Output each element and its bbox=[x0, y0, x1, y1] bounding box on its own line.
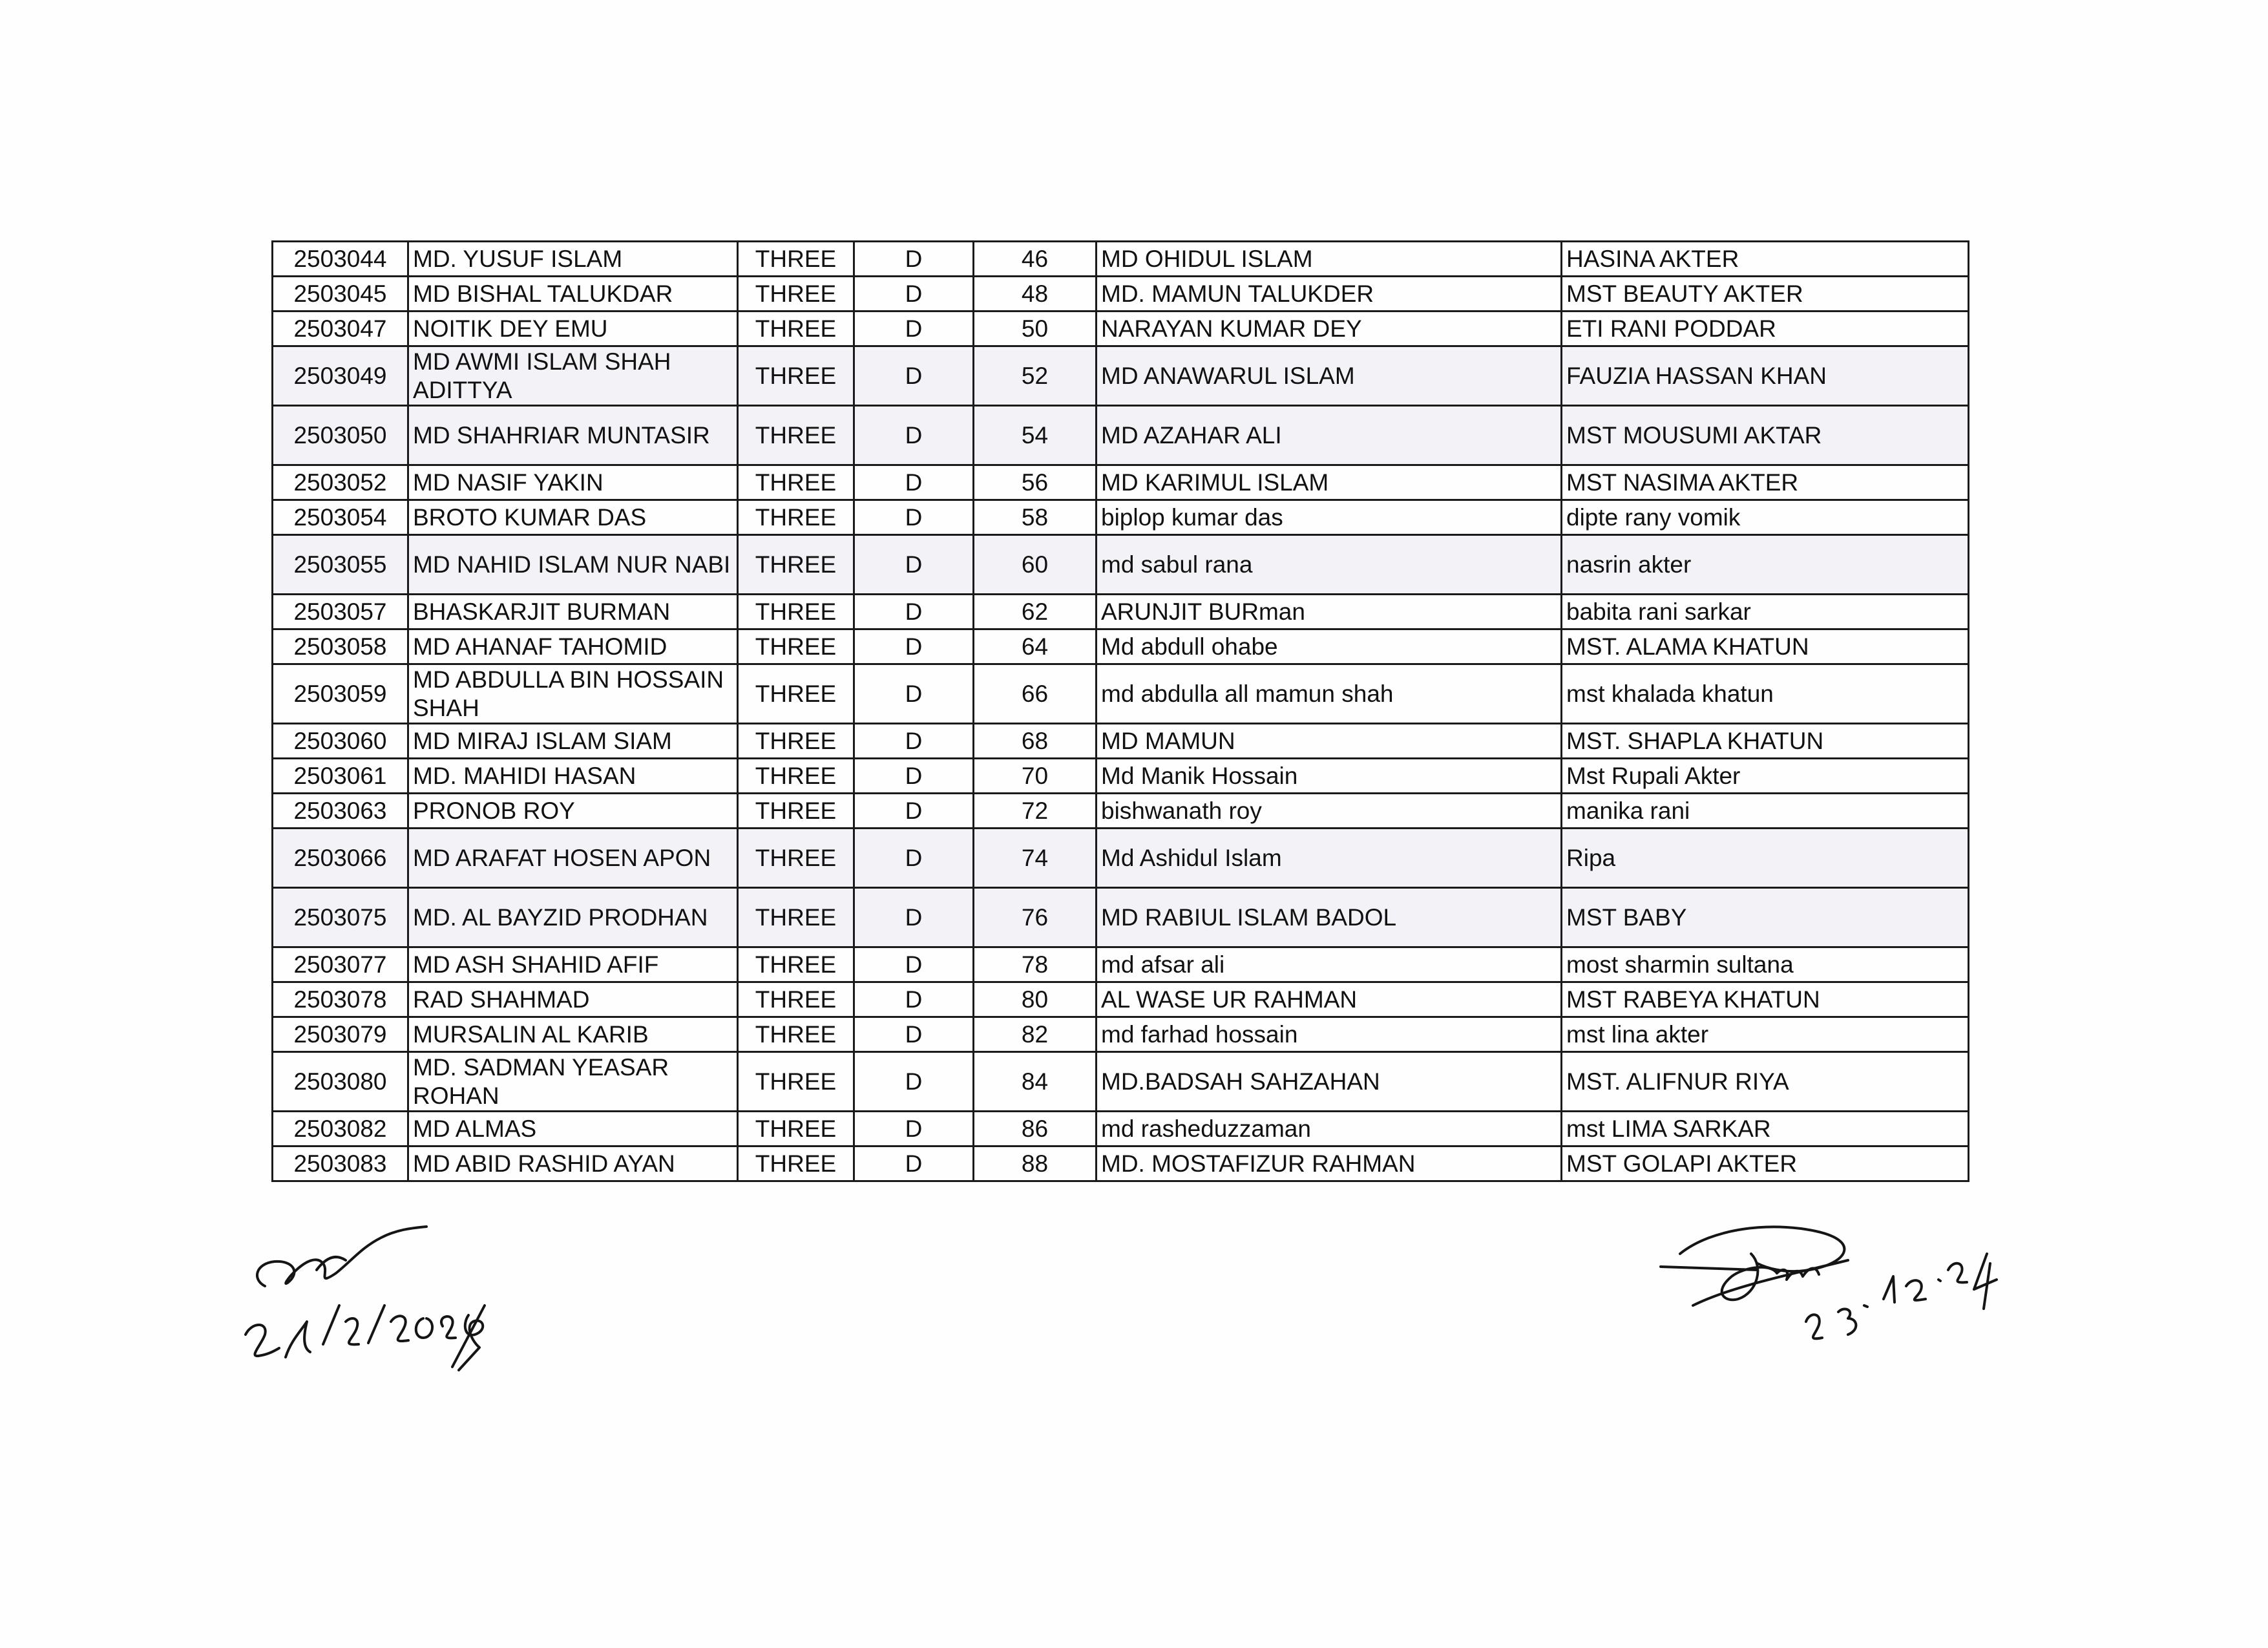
mother-name-cell: mst lina akter bbox=[1562, 1017, 1969, 1052]
roll-cell: 46 bbox=[974, 242, 1097, 277]
student-name-cell: MD ARAFAT HOSEN APON bbox=[408, 829, 738, 888]
student-id-cell: 2503080 bbox=[273, 1052, 408, 1112]
student-name-cell: NOITIK DEY EMU bbox=[408, 312, 738, 346]
class-cell: THREE bbox=[738, 759, 854, 794]
mother-name-cell: most sharmin sultana bbox=[1562, 947, 1969, 982]
section-cell: D bbox=[854, 242, 974, 277]
class-cell: THREE bbox=[738, 312, 854, 346]
table-row bbox=[273, 465, 1969, 500]
mother-name-cell: MST. ALAMA KHATUN bbox=[1562, 629, 1969, 664]
father-name-cell: ARUNJIT BURman bbox=[1097, 595, 1562, 629]
roll-cell: 86 bbox=[974, 1112, 1097, 1146]
class-cell: THREE bbox=[738, 947, 854, 982]
student-name-cell: BROTO KUMAR DAS bbox=[408, 500, 738, 535]
father-name-cell: Md Ashidul Islam bbox=[1097, 829, 1562, 888]
roll-cell: 48 bbox=[974, 277, 1097, 312]
father-name-cell: MD.BADSAH SAHZAHAN bbox=[1097, 1052, 1562, 1112]
student-name-cell: MD NASIF YAKIN bbox=[408, 465, 738, 500]
section-cell: D bbox=[854, 759, 974, 794]
section-cell: D bbox=[854, 888, 974, 947]
class-cell: THREE bbox=[738, 500, 854, 535]
father-name-cell: Md abdull ohabe bbox=[1097, 629, 1562, 664]
section-cell: D bbox=[854, 346, 974, 406]
roll-cell: 50 bbox=[974, 312, 1097, 346]
table-row bbox=[273, 500, 1969, 535]
mother-name-cell: mst khalada khatun bbox=[1562, 664, 1969, 724]
table-row bbox=[273, 664, 1969, 724]
father-name-cell: MD RABIUL ISLAM BADOL bbox=[1097, 888, 1562, 947]
student-id-cell: 2503058 bbox=[273, 629, 408, 664]
father-name-cell: MD ANAWARUL ISLAM bbox=[1097, 346, 1562, 406]
class-cell: THREE bbox=[738, 406, 854, 465]
student-name-cell: MD SHAHRIAR MUNTASIR bbox=[408, 406, 738, 465]
section-cell: D bbox=[854, 535, 974, 595]
student-name-cell: MD MIRAJ ISLAM SIAM bbox=[408, 724, 738, 759]
section-cell: D bbox=[854, 1052, 974, 1112]
student-id-cell: 2503057 bbox=[273, 595, 408, 629]
roll-cell: 62 bbox=[974, 595, 1097, 629]
student-name-cell: MD ALMAS bbox=[408, 1112, 738, 1146]
class-cell: THREE bbox=[738, 888, 854, 947]
table-row bbox=[273, 277, 1969, 312]
father-name-cell: MD. MAMUN TALUKDER bbox=[1097, 277, 1562, 312]
class-cell: THREE bbox=[738, 595, 854, 629]
student-name-cell: MD ABDULLA BIN HOSSAIN SHAH bbox=[408, 664, 738, 724]
student-id-cell: 2503063 bbox=[273, 794, 408, 829]
student-name-cell: RAD SHAHMAD bbox=[408, 982, 738, 1017]
section-cell: D bbox=[854, 312, 974, 346]
student-name-cell: PRONOB ROY bbox=[408, 794, 738, 829]
class-cell: THREE bbox=[738, 724, 854, 759]
father-name-cell: md farhad hossain bbox=[1097, 1017, 1562, 1052]
mother-name-cell: MST MOUSUMI AKTAR bbox=[1562, 406, 1969, 465]
father-name-cell: Md Manik Hossain bbox=[1097, 759, 1562, 794]
roll-cell: 76 bbox=[974, 888, 1097, 947]
student-id-cell: 2503059 bbox=[273, 664, 408, 724]
student-name-cell: MD ASH SHAHID AFIF bbox=[408, 947, 738, 982]
section-cell: D bbox=[854, 794, 974, 829]
student-id-cell: 2503075 bbox=[273, 888, 408, 947]
father-name-cell: AL WASE UR RAHMAN bbox=[1097, 982, 1562, 1017]
mother-name-cell: MST NASIMA AKTER bbox=[1562, 465, 1969, 500]
class-cell: THREE bbox=[738, 982, 854, 1017]
father-name-cell: MD. MOSTAFIZUR RAHMAN bbox=[1097, 1146, 1562, 1181]
section-cell: D bbox=[854, 1112, 974, 1146]
table-row bbox=[273, 595, 1969, 629]
student-id-cell: 2503050 bbox=[273, 406, 408, 465]
student-name-cell: MD. SADMAN YEASAR ROHAN bbox=[408, 1052, 738, 1112]
class-cell: THREE bbox=[738, 794, 854, 829]
mother-name-cell: mst LIMA SARKAR bbox=[1562, 1112, 1969, 1146]
student-id-cell: 2503077 bbox=[273, 947, 408, 982]
student-name-cell: MD AHANAF TAHOMID bbox=[408, 629, 738, 664]
class-cell: THREE bbox=[738, 1112, 854, 1146]
roll-cell: 60 bbox=[974, 535, 1097, 595]
student-id-cell: 2503060 bbox=[273, 724, 408, 759]
section-cell: D bbox=[854, 629, 974, 664]
father-name-cell: md afsar ali bbox=[1097, 947, 1562, 982]
mother-name-cell: MST GOLAPI AKTER bbox=[1562, 1146, 1969, 1181]
student-name-cell: MD. AL BAYZID PRODHAN bbox=[408, 888, 738, 947]
left-signature bbox=[239, 1202, 549, 1383]
section-cell: D bbox=[854, 982, 974, 1017]
class-cell: THREE bbox=[738, 829, 854, 888]
roll-cell: 56 bbox=[974, 465, 1097, 500]
father-name-cell: MD AZAHAR ALI bbox=[1097, 406, 1562, 465]
student-id-cell: 2503049 bbox=[273, 346, 408, 406]
class-cell: THREE bbox=[738, 346, 854, 406]
mother-name-cell: HASINA AKTER bbox=[1562, 242, 1969, 277]
class-cell: THREE bbox=[738, 1146, 854, 1181]
section-cell: D bbox=[854, 1017, 974, 1052]
mother-name-cell: babita rani sarkar bbox=[1562, 595, 1969, 629]
father-name-cell: md rasheduzzaman bbox=[1097, 1112, 1562, 1146]
right-signature bbox=[1654, 1215, 2016, 1370]
student-name-cell: MURSALIN AL KARIB bbox=[408, 1017, 738, 1052]
class-cell: THREE bbox=[738, 242, 854, 277]
student-id-cell: 2503078 bbox=[273, 982, 408, 1017]
roll-cell: 54 bbox=[974, 406, 1097, 465]
roll-cell: 78 bbox=[974, 947, 1097, 982]
section-cell: D bbox=[854, 1146, 974, 1181]
student-id-cell: 2503044 bbox=[273, 242, 408, 277]
mother-name-cell: manika rani bbox=[1562, 794, 1969, 829]
father-name-cell: bishwanath roy bbox=[1097, 794, 1562, 829]
class-cell: THREE bbox=[738, 277, 854, 312]
section-cell: D bbox=[854, 724, 974, 759]
mother-name-cell: MST. ALIFNUR RIYA bbox=[1562, 1052, 1969, 1112]
table-row bbox=[273, 1017, 1969, 1052]
roll-cell: 68 bbox=[974, 724, 1097, 759]
class-cell: THREE bbox=[738, 1052, 854, 1112]
table-row bbox=[273, 1052, 1969, 1112]
roll-cell: 66 bbox=[974, 664, 1097, 724]
father-name-cell: NARAYAN KUMAR DEY bbox=[1097, 312, 1562, 346]
table-row bbox=[273, 829, 1969, 888]
roll-cell: 58 bbox=[974, 500, 1097, 535]
class-cell: THREE bbox=[738, 465, 854, 500]
table-row bbox=[273, 242, 1969, 277]
student-table bbox=[271, 240, 1969, 1182]
student-id-cell: 2503082 bbox=[273, 1112, 408, 1146]
class-cell: THREE bbox=[738, 629, 854, 664]
class-cell: THREE bbox=[738, 535, 854, 595]
table-row bbox=[273, 312, 1969, 346]
student-id-cell: 2503052 bbox=[273, 465, 408, 500]
table-row bbox=[273, 406, 1969, 465]
section-cell: D bbox=[854, 406, 974, 465]
table-row bbox=[273, 629, 1969, 664]
table-row bbox=[273, 982, 1969, 1017]
student-id-cell: 2503083 bbox=[273, 1146, 408, 1181]
roll-cell: 82 bbox=[974, 1017, 1097, 1052]
table-row bbox=[273, 947, 1969, 982]
section-cell: D bbox=[854, 829, 974, 888]
table-row bbox=[273, 535, 1969, 595]
mother-name-cell: Ripa bbox=[1562, 829, 1969, 888]
table-row bbox=[273, 1146, 1969, 1181]
student-id-cell: 2503055 bbox=[273, 535, 408, 595]
student-name-cell: MD BISHAL TALUKDAR bbox=[408, 277, 738, 312]
table-row bbox=[273, 724, 1969, 759]
mother-name-cell: MST BEAUTY AKTER bbox=[1562, 277, 1969, 312]
roll-cell: 88 bbox=[974, 1146, 1097, 1181]
student-id-cell: 2503061 bbox=[273, 759, 408, 794]
table-row bbox=[273, 1112, 1969, 1146]
student-id-cell: 2503066 bbox=[273, 829, 408, 888]
student-id-cell: 2503047 bbox=[273, 312, 408, 346]
student-name-cell: MD AWMI ISLAM SHAH ADITTYA bbox=[408, 346, 738, 406]
table-row bbox=[273, 346, 1969, 406]
student-name-cell: MD ABID RASHID AYAN bbox=[408, 1146, 738, 1181]
section-cell: D bbox=[854, 595, 974, 629]
mother-name-cell: Mst Rupali Akter bbox=[1562, 759, 1969, 794]
roll-cell: 70 bbox=[974, 759, 1097, 794]
student-table-body bbox=[273, 242, 1969, 1181]
class-cell: THREE bbox=[738, 1017, 854, 1052]
roll-cell: 84 bbox=[974, 1052, 1097, 1112]
mother-name-cell: FAUZIA HASSAN KHAN bbox=[1562, 346, 1969, 406]
father-name-cell: md abdulla all mamun shah bbox=[1097, 664, 1562, 724]
class-cell: THREE bbox=[738, 664, 854, 724]
mother-name-cell: ETI RANI PODDAR bbox=[1562, 312, 1969, 346]
section-cell: D bbox=[854, 500, 974, 535]
table-row bbox=[273, 794, 1969, 829]
father-name-cell: biplop kumar das bbox=[1097, 500, 1562, 535]
student-id-cell: 2503054 bbox=[273, 500, 408, 535]
mother-name-cell: MST. SHAPLA KHATUN bbox=[1562, 724, 1969, 759]
section-cell: D bbox=[854, 664, 974, 724]
roll-cell: 52 bbox=[974, 346, 1097, 406]
mother-name-cell: MST RABEYA KHATUN bbox=[1562, 982, 1969, 1017]
father-name-cell: MD OHIDUL ISLAM bbox=[1097, 242, 1562, 277]
roll-cell: 72 bbox=[974, 794, 1097, 829]
section-cell: D bbox=[854, 277, 974, 312]
father-name-cell: MD KARIMUL ISLAM bbox=[1097, 465, 1562, 500]
mother-name-cell: nasrin akter bbox=[1562, 535, 1969, 595]
student-name-cell: MD. YUSUF ISLAM bbox=[408, 242, 738, 277]
student-id-cell: 2503079 bbox=[273, 1017, 408, 1052]
student-id-cell: 2503045 bbox=[273, 277, 408, 312]
mother-name-cell: MST BABY bbox=[1562, 888, 1969, 947]
section-cell: D bbox=[854, 465, 974, 500]
student-name-cell: MD NAHID ISLAM NUR NABI bbox=[408, 535, 738, 595]
section-cell: D bbox=[854, 947, 974, 982]
mother-name-cell: dipte rany vomik bbox=[1562, 500, 1969, 535]
table-row bbox=[273, 759, 1969, 794]
father-name-cell: MD MAMUN bbox=[1097, 724, 1562, 759]
father-name-cell: md sabul rana bbox=[1097, 535, 1562, 595]
table-row bbox=[273, 888, 1969, 947]
roll-cell: 64 bbox=[974, 629, 1097, 664]
student-name-cell: BHASKARJIT BURMAN bbox=[408, 595, 738, 629]
roll-cell: 80 bbox=[974, 982, 1097, 1017]
roll-cell: 74 bbox=[974, 829, 1097, 888]
student-name-cell: MD. MAHIDI HASAN bbox=[408, 759, 738, 794]
